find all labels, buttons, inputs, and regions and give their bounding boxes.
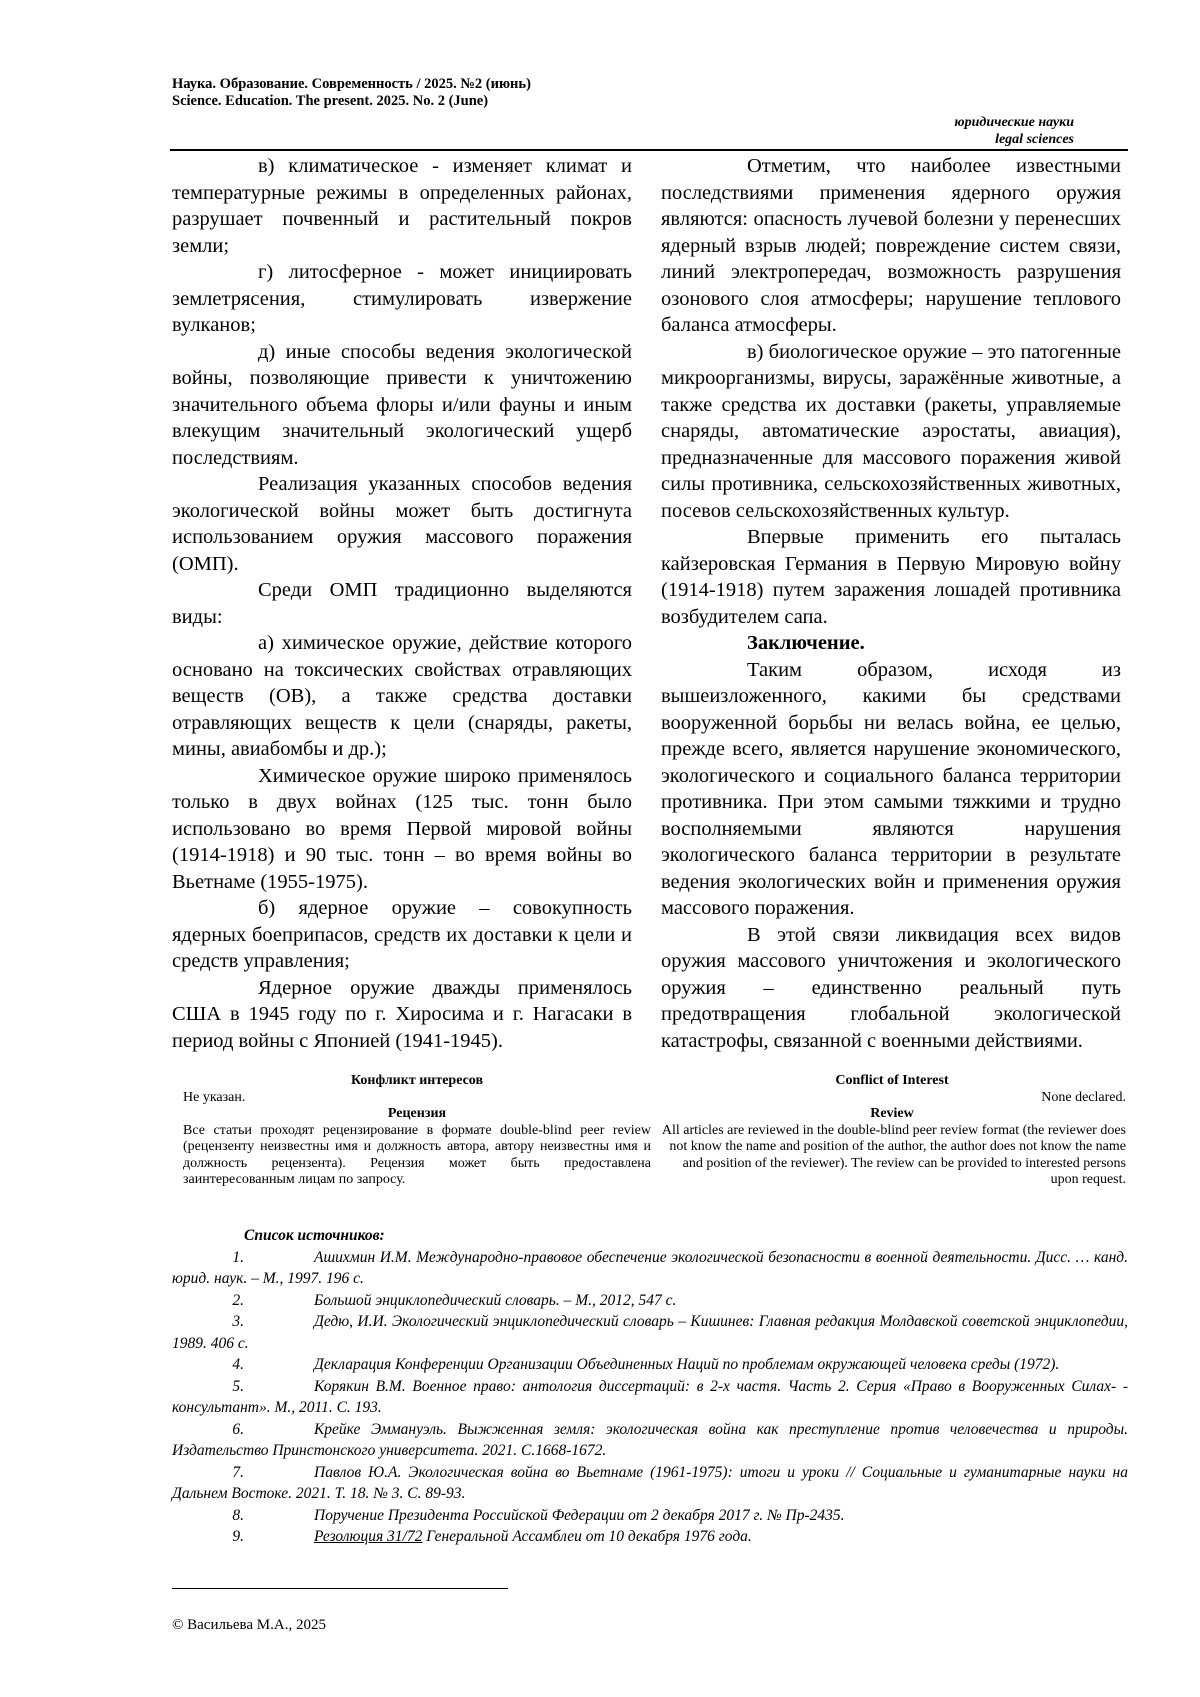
reference-item <box>172 1247 1128 1290</box>
reference-item <box>172 1526 1128 1548</box>
journal-title-en: Science. Education. The present. 2025. No. 2 (June) <box>172 93 489 109</box>
conflict-of-interest-ru <box>183 1073 651 1189</box>
paragraph: в) биологическое оружие – это патогенные микроорганизмы, вирусы, заражённые животные, а также средства их доставки (ракеты, управляемые снаряды, автоматические аэростаты, авиация), предназначенные для массового поражения живой силы противника, сельскохозяйственных животных, посевов сельскохозяйственных культур. <box>661 340 1121 522</box>
journal-title-ru: Наука. Образование. Современность / 2025. №2 (июнь) <box>172 76 531 92</box>
conflict-title-ru: Конфликт интересов <box>350 1073 484 1088</box>
paragraph: Таким образом, исходя из вышеизложенного, какими бы средствами вооруженной борьбы ни велась война, ее целью, прежде всего, является нарушение экономического, экологического и социального баланса территории противника. При этом самыми тяжкими и трудно восполняемыми являются нарушения экологического баланса территории в результате ведения экологических войн и применения оружия массового поражения. <box>661 658 1121 919</box>
reference-number: 9. <box>232 1528 244 1545</box>
reference-number: 7. <box>232 1463 244 1481</box>
review-title-ru: Рецензия <box>387 1106 447 1121</box>
reference-number: 3. <box>232 1313 244 1330</box>
references-title: Список источников: <box>244 1227 385 1244</box>
paragraph: Среди ОМП традиционно выделяются виды: <box>172 579 632 628</box>
reference-text: Корякин В.М. Военное право: антология диссертаций: в 2-х частя. Часть 2. Серия «Право в Вооруженных Силах- - консультант». М., 2011. С. 193. <box>172 1377 1128 1416</box>
reference-item <box>172 1376 1128 1419</box>
review-text-en: All articles are reviewed in the double-blind peer review format (the reviewer does not know the name and position of the author, the author does not know the name and position of the reviewer). The review can be provided to interested persons upon request. <box>661 1122 1126 1187</box>
conflict-title-en: Conflict of Interest <box>835 1073 949 1088</box>
conflict-of-interest-en <box>658 1073 1126 1189</box>
review-text-ru: Все статьи проходят рецензирование в формате double-blind peer review (рецензенту неизвестны имя и должность автора, автору неизвестны имя и должность рецензента). Рецензия может быть предоставлена заинтересованным лицам по запросу. <box>183 1122 651 1187</box>
conflict-text-ru: Не указан. <box>183 1089 246 1105</box>
review-title-en: Review <box>870 1106 914 1121</box>
reference-text: Павлов Ю.А. Экологическая война во Вьетнаме (1961-1975): итоги и уроки // Социальные и гуманитарные науки на Дальнем Востоке. 2021. Т. 18. № 3. С. 89-93. <box>172 1463 1128 1502</box>
reference-item <box>172 1462 1128 1505</box>
reference-text: Большой энциклопедический словарь. – М., 2012, 547 с. <box>314 1291 677 1309</box>
reference-item <box>172 1419 1128 1462</box>
reference-item <box>172 1311 1128 1354</box>
paragraph: г) литосферное - может инициировать землетрясения, стимулировать извержение вулканов; <box>172 261 632 336</box>
copyright: © Васильева М.А., 2025 <box>172 1617 326 1633</box>
reference-number: 1. <box>232 1248 244 1266</box>
paragraph: В этой связи ликвидация всех видов оружия массового уничтожения и экологического оружия – единственно реальный путь предотвращения глобальной экологической катастрофы, связанной с военными действиями. <box>661 923 1121 1052</box>
paragraph: Отметим, что наиболее известными последствиями применения ядерного оружия являются: опасность лучевой болезни у перенесших ядерный взрыв людей; повреждение систем связи, линий электропередач, возможность разрушения озонового слоя атмосферы; нарушение теплового баланса атмосферы. <box>661 155 1121 336</box>
paragraph: Ядерное оружие дважды применялось США в 1945 году по г. Хиросима и г. Нагасаки в период войны с Японией (1941-1945). <box>172 976 632 1052</box>
paragraph: б) ядерное оружие – совокупность ядерных боеприпасов, средств их доставки к цели и средств управления; <box>172 897 632 972</box>
conflict-text-en: None declared. <box>1041 1089 1126 1105</box>
reference-number: 8. <box>232 1506 244 1524</box>
paragraph: а) химическое оружие, действие которого основано на токсических свойствах отравляющих веществ (ОВ), а также средства доставки отравляющих веществ к цели (снаряды, ракеты, мины, авиабомбы и др.); <box>172 632 632 760</box>
footnote-divider <box>172 1588 508 1589</box>
reference-number: 2. <box>232 1291 244 1309</box>
reference-text: Декларация Конференции Организации Объединенных Наций по проблемам окружающей человека среды (1972). <box>314 1356 1060 1373</box>
paragraph: в) климатическое - изменяет климат и температурные режимы в определенных районах, разрушает почвенный и растительный покров земли; <box>172 155 632 257</box>
conclusion-heading: Заключение. <box>747 632 865 654</box>
reference-text: Крейке Эммануэль. Выжженная земля: экологическая война как преступление против человечества и природы. Издательство Принстонского университета. 2021. С.1668-1672. <box>172 1420 1128 1459</box>
reference-number: 6. <box>232 1420 244 1438</box>
section-en: legal sciences <box>995 132 1074 147</box>
section-header <box>954 114 1074 148</box>
header-divider <box>170 149 1128 151</box>
resolution-link[interactable]: Резолюция 31/72 <box>314 1528 423 1545</box>
reference-item <box>172 1354 1128 1376</box>
section-ru: юридические науки <box>954 115 1074 130</box>
reference-text: Генеральной Ассамблеи от 10 декабря 1976 года. <box>422 1528 752 1545</box>
reference-item <box>172 1505 1128 1527</box>
references <box>172 1225 1128 1548</box>
reference-text: Дедю, И.И. Экологический энциклопедический словарь – Кишинев: Главная редакция Молдавской советской энциклопедии, 1989. 406 с. <box>172 1313 1128 1352</box>
right-column <box>661 153 1121 1054</box>
journal-header <box>172 76 531 110</box>
reference-item <box>172 1290 1128 1312</box>
paragraph: д) иные способы ведения экологической войны, позволяющие привести к уничтожению значительного объема флоры и/или фауны и иным влекущим значительный экологический ущерб последствиям. <box>172 340 632 469</box>
reference-text: Поручение Президента Российской Федерации от 2 декабря 2017 г. № Пр-2435. <box>314 1506 845 1524</box>
paragraph: Химическое оружие широко применялось только в двух войнах (125 тыс. тонн было использовано во время Первой мировой войны (1914-1918) и 90 тыс. тонн – во время войны во Вьетнаме (1955-1975). <box>172 764 632 893</box>
paragraph: Реализация указанных способов ведения экологической войны может быть достигнута использованием оружия массового поражения (ОМП). <box>172 473 632 575</box>
reference-number: 5. <box>232 1377 244 1395</box>
left-column <box>172 153 632 1054</box>
paragraph: Впервые применить его пыталась кайзеровская Германия в Первую Мировую войну (1914-1918) путем заражения лошадей противника возбудителем сапа. <box>661 526 1121 628</box>
reference-number: 4. <box>232 1356 244 1373</box>
reference-text: Ашихмин И.М. Международно-правовое обеспечение экологической безопасности в военной деятельности. Дисс. … канд. юрид. наук. – М., 1997. 196 с. <box>172 1248 1128 1287</box>
